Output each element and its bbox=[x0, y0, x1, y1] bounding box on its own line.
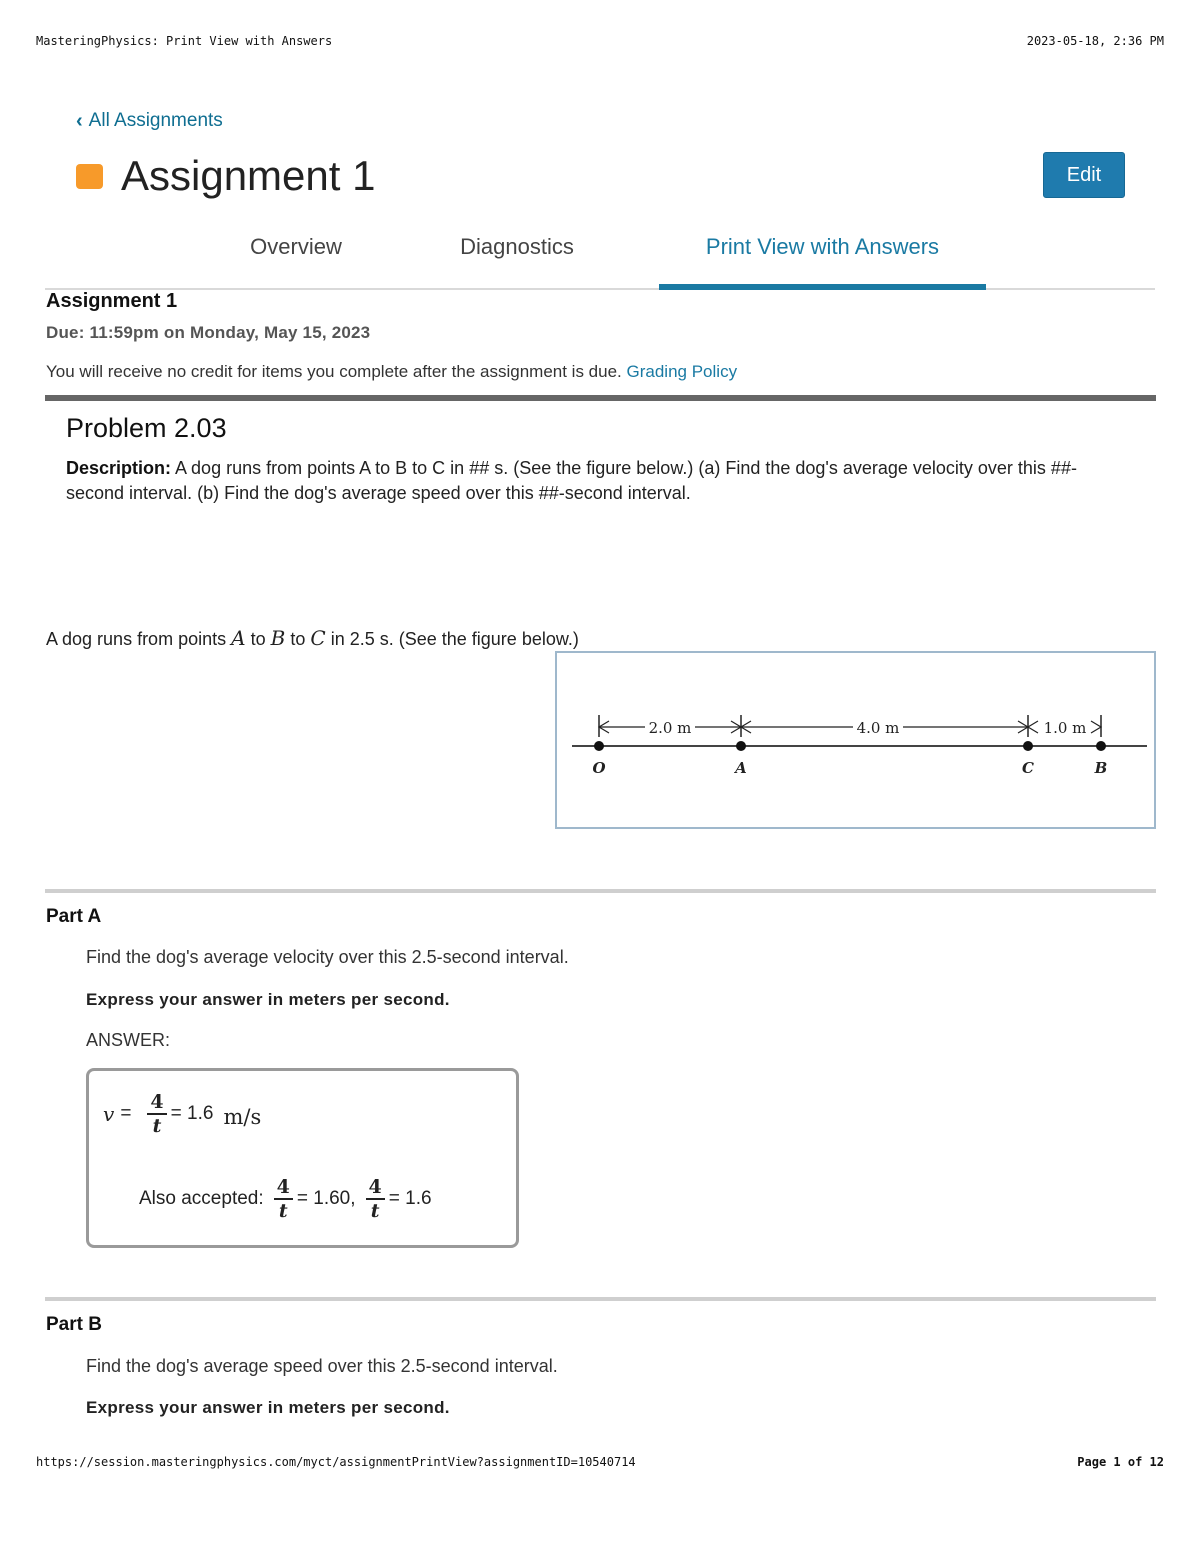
answer-variable: v bbox=[103, 1102, 115, 1126]
print-header-title: MasteringPhysics: Print View with Answers bbox=[36, 34, 333, 48]
print-footer-url: https://session.masteringphysics.com/myct/assignmentPrintView?assignmentID=10540714 bbox=[36, 1455, 636, 1469]
assignment-heading: Assignment 1 bbox=[46, 290, 178, 312]
problem-figure bbox=[555, 651, 1156, 829]
title-row bbox=[76, 150, 1125, 204]
all-assignments-link[interactable] bbox=[76, 110, 223, 132]
answer-equals: = bbox=[120, 1103, 132, 1124]
also-fraction-1 bbox=[274, 1176, 293, 1222]
dist-ac-label: 4.0 m bbox=[856, 719, 900, 737]
part-b-heading: Part B bbox=[46, 1314, 102, 1335]
tab-diagnostics[interactable]: Diagnostics bbox=[460, 234, 574, 259]
intro-to-2: to bbox=[290, 629, 306, 649]
grading-policy-link[interactable]: Grading Policy bbox=[626, 362, 738, 381]
part-a-instruction: Express your answer in meters per second. bbox=[86, 990, 450, 1009]
print-footer-page: Page 1 of 12 bbox=[1077, 1455, 1164, 1469]
print-footer bbox=[36, 1455, 1164, 1473]
point-o-label: O bbox=[592, 759, 606, 777]
also-value-1: = 1.60, bbox=[296, 1188, 356, 1209]
part-b-divider bbox=[45, 1297, 1156, 1301]
policy-line bbox=[46, 362, 737, 382]
intro-prefix: A dog runs from points bbox=[46, 629, 227, 649]
intro-point-a: A bbox=[231, 626, 246, 650]
also-fraction-2-numerator: 4 bbox=[366, 1176, 385, 1200]
tab-bar bbox=[45, 228, 1155, 290]
point-a-label: A bbox=[735, 759, 747, 777]
problem-title: Problem 2.03 bbox=[66, 413, 227, 443]
due-date: Due: 11:59pm on Monday, May 15, 2023 bbox=[46, 323, 371, 342]
point-b-dot bbox=[1096, 741, 1106, 751]
also-fraction-1-numerator: 4 bbox=[274, 1176, 293, 1200]
page-title: Assignment 1 bbox=[121, 152, 376, 199]
part-a-answer-label: ANSWER: bbox=[86, 1030, 171, 1050]
part-a-answer-box bbox=[86, 1068, 519, 1248]
point-c-label: C bbox=[1022, 759, 1034, 777]
also-fraction-1-denominator: t bbox=[278, 1200, 288, 1222]
chevron-left-icon: ‹ bbox=[76, 110, 83, 132]
also-fraction-2-denominator: t bbox=[370, 1200, 380, 1222]
also-accepted-label: Also accepted: bbox=[139, 1188, 264, 1209]
description-label: Description: bbox=[66, 458, 172, 478]
description-text: A dog runs from points A to B to C in ## s. (See the figure below.) (a) Find the dog's average velocity over this ##-second interval. (b) Find the dog's average speed over this ##-second interval. bbox=[66, 458, 1077, 503]
intro-point-b: B bbox=[270, 626, 286, 650]
part-a-question: Find the dog's average velocity over this 2.5-second interval. bbox=[86, 947, 569, 967]
also-accepted bbox=[139, 1176, 432, 1222]
assignment-status-icon bbox=[76, 164, 103, 189]
problem-description bbox=[66, 456, 1126, 506]
part-a-divider bbox=[45, 889, 1156, 893]
point-b-label: B bbox=[1094, 759, 1108, 777]
arrow-cb-right bbox=[1091, 721, 1101, 733]
arrow-cb-left bbox=[1028, 721, 1038, 733]
back-link-label: All Assignments bbox=[88, 110, 223, 131]
active-tab-indicator bbox=[659, 284, 986, 290]
part-b-instruction: Express your answer in meters per second. bbox=[86, 1398, 450, 1417]
section-divider bbox=[45, 395, 1156, 401]
tab-print-view-with-answers[interactable]: Print View with Answers bbox=[705, 234, 940, 259]
number-line-diagram bbox=[557, 653, 1154, 827]
part-b-question: Find the dog's average speed over this 2.5-second interval. bbox=[86, 1356, 558, 1376]
intro-to-1: to bbox=[250, 629, 266, 649]
policy-text: You will receive no credit for items you complete after the assignment is due. bbox=[46, 362, 622, 381]
fraction-numerator: 4 bbox=[147, 1091, 166, 1115]
answer-fraction bbox=[147, 1091, 166, 1137]
also-fraction-2 bbox=[366, 1176, 385, 1222]
also-value-2: = 1.6 bbox=[388, 1188, 432, 1209]
answer-value: = 1.6 bbox=[170, 1103, 214, 1124]
dist-oa-label: 2.0 m bbox=[648, 719, 692, 737]
dist-cb-label: 1.0 m bbox=[1043, 719, 1087, 737]
intro-suffix: in 2.5 s. (See the figure below.) bbox=[330, 629, 579, 649]
print-header bbox=[36, 34, 1164, 52]
point-o-dot bbox=[594, 741, 604, 751]
answer-main bbox=[103, 1091, 261, 1137]
tab-overview[interactable]: Overview bbox=[250, 234, 342, 259]
intro-point-c: C bbox=[310, 626, 326, 650]
problem-intro bbox=[46, 626, 579, 650]
fraction-denominator: t bbox=[152, 1115, 162, 1137]
print-header-timestamp: 2023-05-18, 2:36 PM bbox=[1026, 34, 1164, 48]
edit-button[interactable]: Edit bbox=[1043, 152, 1125, 198]
answer-unit: m/s bbox=[223, 1105, 262, 1129]
part-a-heading: Part A bbox=[46, 906, 102, 927]
point-c-dot bbox=[1023, 741, 1033, 751]
point-a-dot bbox=[736, 741, 746, 751]
